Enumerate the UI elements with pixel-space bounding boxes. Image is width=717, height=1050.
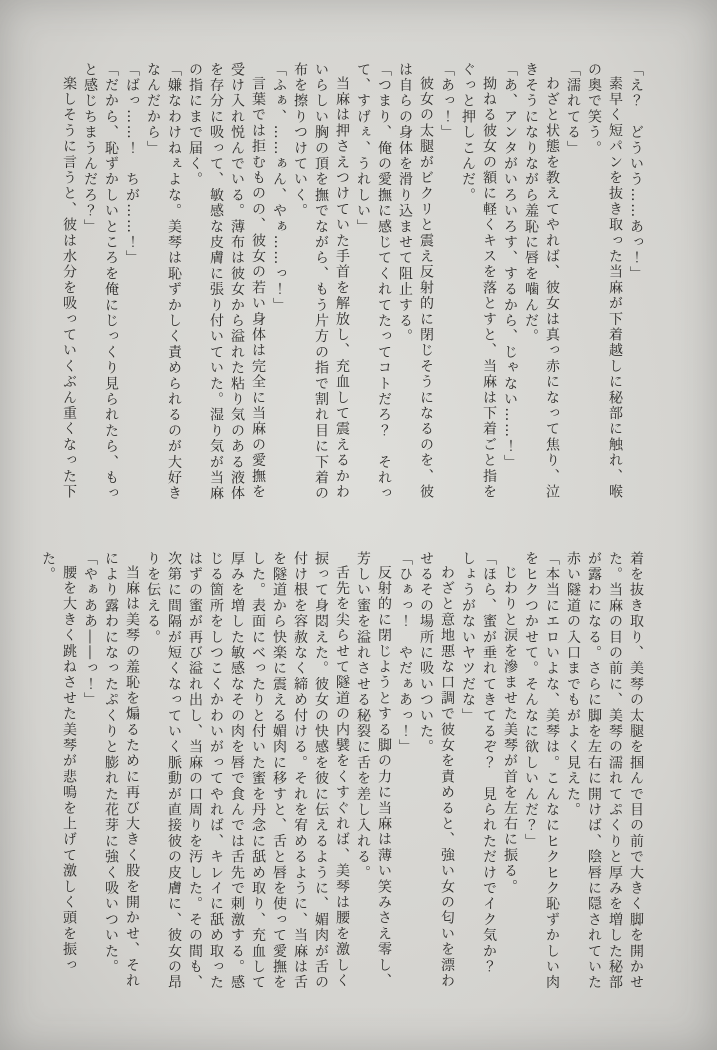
paragraph-narration: 当麻は美琴の羞恥を煽るために再び大きく股を開かせ、それにより露わになったぷくりと膨れた花芽に強く吸いついた。 <box>103 551 140 989</box>
paragraph-dialogue: 「だから、恥ずかしいところを俺にじっくり見られたら、もっと感じちまうんだろ？」 <box>82 62 119 502</box>
paragraph-dialogue: 「ふぁ、……ぁん、やぁ……っ！」 <box>271 62 287 314</box>
paragraph-dialogue: 「ばっ……！ ちが……！」 <box>124 62 140 267</box>
paragraph-narration: じわりと涙を滲ませた美琴が首を左右に振る。 <box>502 565 518 895</box>
paragraph-dialogue: 「嫌なわけねぇよな。美琴は恥ずかしく責められるのが大好きなんだから」 <box>145 62 182 502</box>
paragraph-dialogue: 「あ、アンタがいろいろす、するから、じゃない……！」 <box>502 62 518 471</box>
paragraph-narration: 拗ねる彼女の額に軽くキスを落とすと、当麻は下着ごと指をぐっと押しこんだ。 <box>460 62 497 500</box>
text-block-top <box>58 62 646 506</box>
paragraph-narration: 彼女の太腿がビクリと震え反射的に閉じそうになるのを、彼は自らの身体を滑り込ませて阻止する。 <box>397 62 434 500</box>
paragraph-narration: 反射的に閉じようとする脚の力に当麻は薄い笑みさえ零し、芳しい蜜を溢れさせる秘裂に舌を差し入れる。 <box>355 551 392 989</box>
paragraph-dialogue: 「やぁああ――っ！」 <box>82 551 98 708</box>
paragraph-narration: 言葉では拒むものの、彼女の若い身体は完全に当麻の愛撫を受け入れ悦んでいる。薄布は彼女から溢れた粘り気のある液体を存分に吸って、敏感な皮膚に張り付いていた。湿り気が当麻の指にまで届く。 <box>187 62 266 502</box>
paragraph-narration: 当麻は押さえつけていた手首を解放し、充血して震えるかわいらしい胸の頂を撫でながら、もう片方の指で割れ目に下着の布を擦りつけていく。 <box>292 62 350 502</box>
text-block-bottom <box>37 551 646 997</box>
paragraph-dialogue: 「濡れてる」 <box>565 62 581 157</box>
paragraph-narration: わざと状態を教えてやれば、彼女は真っ赤になって焦り、泣きそうになりながら羞恥に唇を噛んだ。 <box>523 62 560 500</box>
paragraph-narration: 舌先を尖らせて隧道の内襞をくすぐれば、美琴は腰を激しく捩って身悶えた。彼女の快感を彼に伝えるように、媚肉が舌の付け根を容赦なく締め付ける。それを宥めるように、当麻は舌を隧道から快楽に震える媚肉に移すと、舌と唇を使って愛撫をした。表面にべったりと付いた蜜を丹念に舐め取り、充血して厚みを増した敏感なその肉を唇で食んでは舌先で刺激する。感じる箇所をしつこくかわいがってやれば、キレイに舐め取ったはずの蜜が再び溢れ出し、当麻の口周りを汚した。その間も、次第に間隔が短くなっていく脈動が直接彼の皮膚に、彼女の昂りを伝える。 <box>145 551 350 991</box>
paragraph-narration: 腰を大きく跳ねさせた美琴が悲鳴を上げて激しく頭を振った。 <box>40 551 77 974</box>
paragraph-dialogue: 「あっ！」 <box>439 62 455 141</box>
paragraph-narration: わざと意地悪な口調で彼女を責めると、強い女の匂いを漂わせるその場所に吸いついた。 <box>418 551 455 989</box>
paragraph-dialogue: 「ひぁっ！ やだぁあっ！」 <box>397 551 413 756</box>
paragraph-dialogue: 「ほら、蜜が垂れてきてるぞ？ 見られただけでイク気か？ しょうがないヤツだな」 <box>460 551 497 991</box>
paragraph-narration: 素早く短パンを抜き取った当麻が下着越しに秘部に触れ、喉の奥で笑う。 <box>586 62 623 500</box>
paragraph-continuation: 着を抜き取り、美琴の太腿を掴んで目の前で大きく脚を開かせた。当麻の目の前に、美琴の濡れてぷくりと厚みを増した秘部が露わになる。さらに脚を左右に開けば、陰唇に隠されていた赤い隧道の入口までもがよく見えた。 <box>565 551 644 991</box>
paragraph-dialogue: 「つまり、俺の愛撫に感じてくれてたってコトだろ？ それって、すげぇ、うれしい」 <box>355 62 392 502</box>
paragraph-dialogue: 「本当にエロいよな、美琴は。こんなにヒクヒク恥ずかしい肉をヒクつかせて。そんなに欲しいんだ？」 <box>523 551 560 991</box>
paragraph-narration: 楽しそうに言うと、彼は水分を吸っていくぶん重くなった下 <box>61 76 77 500</box>
paragraph-dialogue: 「え？ どういう……あっ！」 <box>628 62 644 282</box>
